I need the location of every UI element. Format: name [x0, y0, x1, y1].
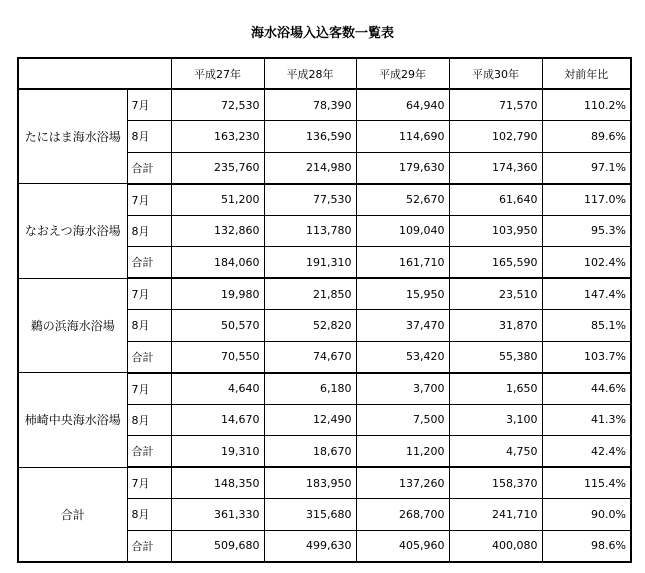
table-cell: 158,370 — [449, 467, 542, 499]
table-cell: 52,820 — [264, 310, 356, 342]
row-label: 7月 — [127, 373, 171, 405]
table-cell: 77,530 — [264, 184, 356, 216]
row-label: 8月 — [127, 310, 171, 342]
table-cell: 3,100 — [449, 404, 542, 436]
row-label: 合計 — [127, 341, 171, 373]
table-cell: 70,550 — [171, 341, 264, 373]
row-label: 7月 — [127, 184, 171, 216]
page-title: 海水浴場入込客数一覧表 — [250, 26, 394, 41]
table-cell: 361,330 — [171, 499, 264, 531]
table-cell: 405,960 — [356, 530, 449, 562]
table-cell: 132,860 — [171, 215, 264, 247]
table-cell: 52,670 — [356, 184, 449, 216]
table-cell: 85.1% — [542, 310, 631, 342]
table-cell: 103,950 — [449, 215, 542, 247]
table-cell: 113,780 — [264, 215, 356, 247]
table-cell: 102.4% — [542, 247, 631, 279]
row-label: 合計 — [127, 436, 171, 468]
table-cell: 109,040 — [356, 215, 449, 247]
table-cell: 72,530 — [171, 89, 264, 121]
row-label: 8月 — [127, 404, 171, 436]
table-cell: 41.3% — [542, 404, 631, 436]
table-cell: 400,080 — [449, 530, 542, 562]
table-cell: 71,570 — [449, 89, 542, 121]
table-cell: 21,850 — [264, 278, 356, 310]
table-row — [18, 184, 631, 216]
row-label: 合計 — [127, 530, 171, 562]
table-cell: 44.6% — [542, 373, 631, 405]
table-cell: 31,870 — [449, 310, 542, 342]
table-cell: 64,940 — [356, 89, 449, 121]
visitor-table — [17, 57, 632, 563]
beach-name: 鵜の浜海水浴場 — [18, 278, 127, 373]
table-cell: 6,180 — [264, 373, 356, 405]
table-cell: 23,510 — [449, 278, 542, 310]
table-row — [18, 278, 631, 310]
table-cell: 12,490 — [264, 404, 356, 436]
table-cell: 509,680 — [171, 530, 264, 562]
table-cell: 90.0% — [542, 499, 631, 531]
table-cell: 137,260 — [356, 467, 449, 499]
table-cell: 268,700 — [356, 499, 449, 531]
table-cell: 19,310 — [171, 436, 264, 468]
table-row — [18, 89, 631, 121]
table-cell: 241,710 — [449, 499, 542, 531]
beach-name: なおえつ海水浴場 — [18, 184, 127, 279]
table-cell: 179,630 — [356, 152, 449, 184]
table-cell: 315,680 — [264, 499, 356, 531]
table-cell: 110.2% — [542, 89, 631, 121]
table-cell: 103.7% — [542, 341, 631, 373]
beach-name: たにはま海水浴場 — [18, 89, 127, 184]
table-cell: 214,980 — [264, 152, 356, 184]
table-cell: 147.4% — [542, 278, 631, 310]
column-header: 平成28年 — [264, 58, 356, 89]
table-cell: 97.1% — [542, 152, 631, 184]
row-label: 8月 — [127, 499, 171, 531]
table-cell: 148,350 — [171, 467, 264, 499]
header-corner — [18, 58, 171, 89]
table-cell: 7,500 — [356, 404, 449, 436]
beach-name: 合計 — [18, 467, 127, 562]
table-cell: 115.4% — [542, 467, 631, 499]
table-cell: 15,950 — [356, 278, 449, 310]
table-cell: 4,750 — [449, 436, 542, 468]
table-row — [18, 373, 631, 405]
table-cell: 51,200 — [171, 184, 264, 216]
table-cell: 18,670 — [264, 436, 356, 468]
table-cell: 19,980 — [171, 278, 264, 310]
table-cell: 1,650 — [449, 373, 542, 405]
column-header: 平成30年 — [449, 58, 542, 89]
table-row — [18, 467, 631, 499]
table-cell: 102,790 — [449, 121, 542, 153]
table-cell: 174,360 — [449, 152, 542, 184]
row-label: 7月 — [127, 89, 171, 121]
table-cell: 184,060 — [171, 247, 264, 279]
row-label: 合計 — [127, 247, 171, 279]
column-header: 平成29年 — [356, 58, 449, 89]
table-cell: 163,230 — [171, 121, 264, 153]
table-cell: 53,420 — [356, 341, 449, 373]
row-label: 7月 — [127, 278, 171, 310]
row-label: 合計 — [127, 152, 171, 184]
table-cell: 235,760 — [171, 152, 264, 184]
table-cell: 98.6% — [542, 530, 631, 562]
table-cell: 14,670 — [171, 404, 264, 436]
table-cell: 114,690 — [356, 121, 449, 153]
table-cell: 3,700 — [356, 373, 449, 405]
table-cell: 165,590 — [449, 247, 542, 279]
column-header: 平成27年 — [171, 58, 264, 89]
table-cell: 61,640 — [449, 184, 542, 216]
table-cell: 117.0% — [542, 184, 631, 216]
table-cell: 136,590 — [264, 121, 356, 153]
row-label: 8月 — [127, 121, 171, 153]
table-cell: 4,640 — [171, 373, 264, 405]
row-label: 7月 — [127, 467, 171, 499]
table-cell: 183,950 — [264, 467, 356, 499]
beach-name: 柿崎中央海水浴場 — [18, 373, 127, 468]
table-cell: 55,380 — [449, 341, 542, 373]
table-cell: 499,630 — [264, 530, 356, 562]
table-cell: 37,470 — [356, 310, 449, 342]
table-cell: 11,200 — [356, 436, 449, 468]
table-cell: 191,310 — [264, 247, 356, 279]
table-cell: 89.6% — [542, 121, 631, 153]
row-label: 8月 — [127, 215, 171, 247]
table-cell: 78,390 — [264, 89, 356, 121]
table-cell: 161,710 — [356, 247, 449, 279]
column-header: 対前年比 — [542, 58, 631, 89]
table-cell: 74,670 — [264, 341, 356, 373]
table-cell: 95.3% — [542, 215, 631, 247]
table-cell: 50,570 — [171, 310, 264, 342]
table-cell: 42.4% — [542, 436, 631, 468]
header-row — [18, 58, 631, 89]
